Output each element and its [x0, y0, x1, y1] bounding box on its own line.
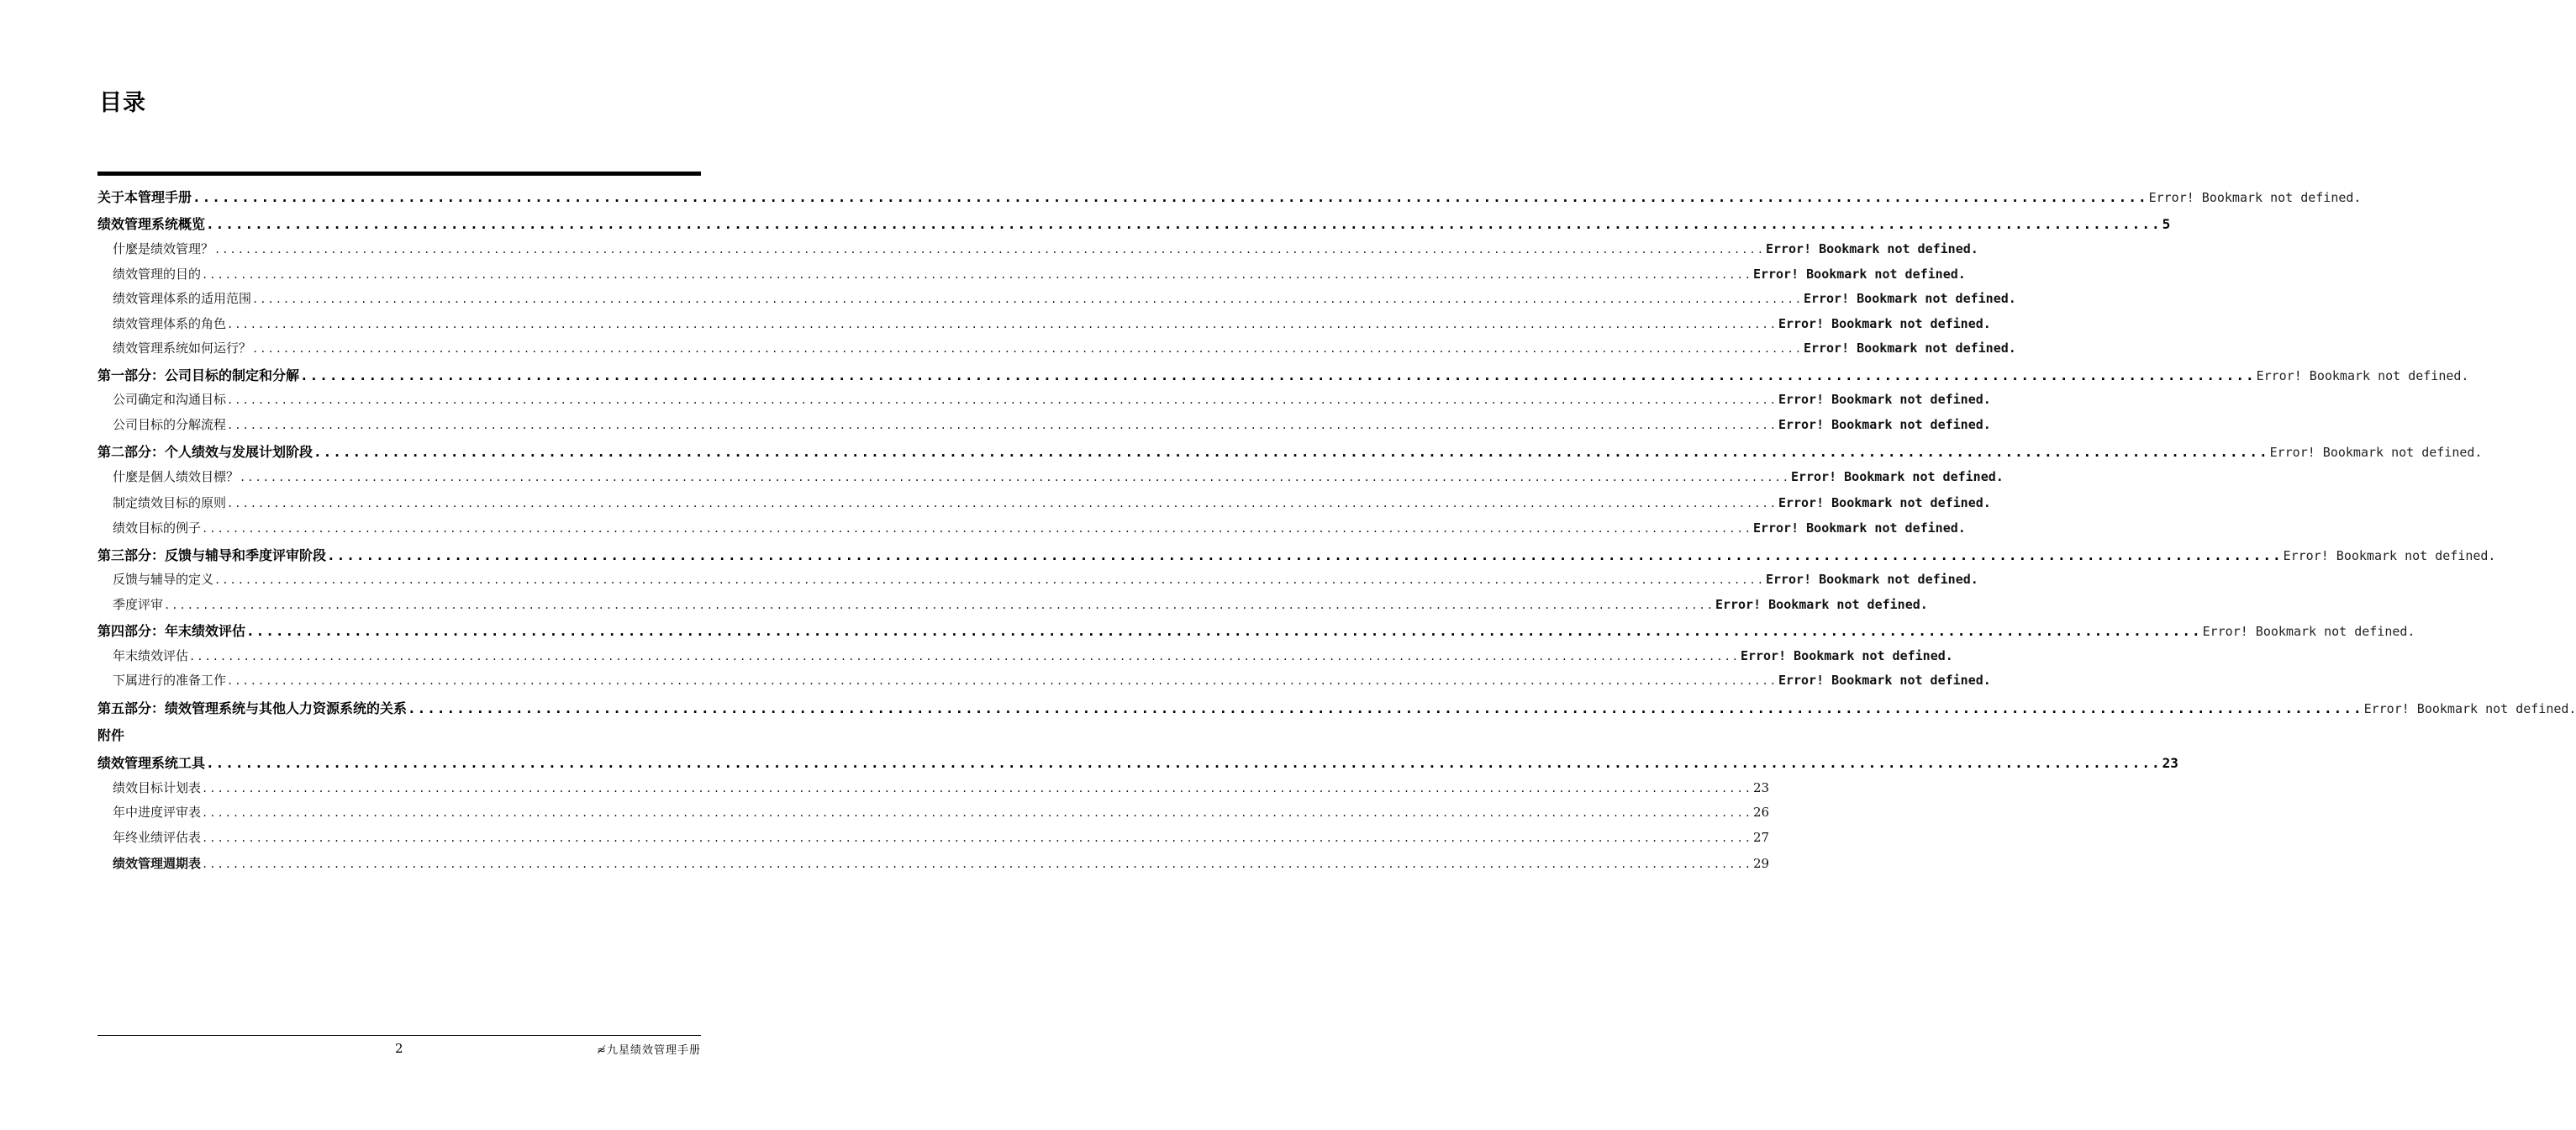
- toc-entry-label: 制定绩效目标的原则: [113, 495, 227, 510]
- toc-entry-label: 反馈与辅导的定义: [113, 572, 214, 587]
- toc-entry[interactable]: [113, 494, 1991, 511]
- toc-entry-label: 公司确定和沟通目标: [113, 392, 227, 407]
- toc-leader: ........................................................................................................................................................................................................: [227, 394, 1778, 406]
- toc-entry-page: Error! Bookmark not defined.: [1740, 648, 1953, 663]
- toc-entry-label: 公司目标的分解流程: [113, 417, 227, 432]
- toc-leader: ........................................................................................................................................................................................................: [300, 367, 2256, 383]
- toc-entry-label: 第一部分：公司目标的制定和分解: [97, 367, 300, 383]
- toc-leader: ........................................................................................................................................................................................................: [214, 244, 1765, 256]
- toc-entry[interactable]: [113, 828, 1770, 846]
- toc-entry[interactable]: [97, 187, 2362, 206]
- toc-entry[interactable]: [113, 240, 1978, 257]
- title-divider: [97, 172, 701, 176]
- toc-entry-page: 5: [2162, 216, 2171, 232]
- toc-entry-page: 29: [1752, 856, 1770, 871]
- toc-leader: ........................................................................................................................................................................................................: [206, 216, 2162, 232]
- toc-entry[interactable]: [113, 647, 1953, 664]
- toc-entry-label: 第五部分：绩效管理系统与其他人力资源系统的关系: [97, 700, 408, 716]
- toc-leader: ........................................................................................................................................................................................................: [408, 700, 2363, 716]
- toc-entry[interactable]: [113, 415, 1991, 433]
- toc-entry[interactable]: [113, 265, 1966, 282]
- toc-entry-page: Error! Bookmark not defined.: [1778, 673, 1991, 688]
- toc-entry[interactable]: [113, 803, 1770, 821]
- toc-entry-page: Error! Bookmark not defined.: [1778, 417, 1991, 432]
- toc-leader: ........................................................................................................................................................................................................: [202, 269, 1752, 281]
- toc-entry[interactable]: [113, 467, 2004, 485]
- toc-entry-label: 绩效管理体系的适用范围: [113, 291, 252, 306]
- toc-entry-label: 关于本管理手册: [97, 189, 192, 205]
- toc-leader: ........................................................................................................................................................................................................: [202, 807, 1752, 819]
- footer-divider: [97, 1035, 701, 1036]
- footer-page-number: 2: [395, 1041, 403, 1056]
- toc-entry-page: Error! Bookmark not defined.: [1752, 267, 1966, 282]
- toc-leader: ........................................................................................................................................................................................................: [246, 623, 2202, 639]
- toc-leader: ........................................................................................................................................................................................................: [240, 472, 1790, 483]
- toc-leader: ........................................................................................................................................................................................................: [227, 498, 1778, 510]
- toc-entry-label: 第四部分：年末绩效评估: [97, 623, 246, 639]
- toc-entry-appendix[interactable]: [97, 725, 124, 744]
- toc-entry-page: 23: [1752, 780, 1770, 795]
- toc-entry-label: 下属进行的准备工作: [113, 673, 227, 688]
- toc-entry-page: Error! Bookmark not defined.: [2269, 445, 2483, 460]
- toc-leader: ........................................................................................................................................................................................................: [227, 675, 1778, 687]
- toc-entry[interactable]: [113, 289, 2016, 307]
- toc-entry[interactable]: [113, 671, 1991, 689]
- toc-entry-label: 第三部分：反馈与辅导和季度评审阶段: [97, 547, 327, 563]
- toc-entry[interactable]: [113, 519, 1966, 536]
- toc-entry-label: 年末绩效评估: [113, 648, 189, 663]
- toc-entry-label: 绩效管理的目的: [113, 267, 202, 282]
- toc-entry-page: Error! Bookmark not defined.: [1790, 469, 2004, 484]
- toc-leader: ........................................................................................................................................................................................................: [227, 420, 1778, 431]
- toc-entry[interactable]: [97, 365, 2469, 384]
- toc-leader: ........................................................................................................................................................................................................: [227, 319, 1778, 330]
- toc-entry[interactable]: [113, 854, 1770, 872]
- toc-leader: ........................................................................................................................................................................................................: [202, 523, 1752, 535]
- toc-entry-label: 绩效管理系统如何运行？: [113, 341, 252, 356]
- toc-entry-label: 第二部分：个人绩效与发展计划阶段: [97, 444, 313, 460]
- toc-entry[interactable]: [97, 698, 2576, 717]
- toc-entry-page: Error! Bookmark not defined.: [1803, 291, 2016, 306]
- toc-entry-label: 年终业绩评估表: [113, 830, 202, 845]
- toc-entry-page: 23: [2162, 755, 2178, 771]
- toc-entry-page: Error! Bookmark not defined.: [1752, 520, 1966, 536]
- toc-entry-label: 绩效管理週期表: [113, 856, 202, 871]
- toc-entry-page: Error! Bookmark not defined.: [1778, 392, 1991, 407]
- toc-leader: ........................................................................................................................................................................................................: [202, 858, 1752, 870]
- footer-title: ≉九星绩效管理手册: [597, 1044, 701, 1057]
- toc-entry-page: Error! Bookmark not defined.: [1715, 597, 1928, 612]
- toc-entry-page: Error! Bookmark not defined.: [2148, 190, 2362, 205]
- toc-leader: ........................................................................................................................................................................................................: [327, 547, 2283, 563]
- toc-leader: ........................................................................................................................................................................................................: [202, 783, 1752, 795]
- toc-entry-page: Error! Bookmark not defined.: [2256, 368, 2469, 383]
- toc-entry-page: Error! Bookmark not defined.: [2202, 624, 2415, 639]
- toc-entry[interactable]: [97, 441, 2483, 461]
- toc-leader: ........................................................................................................................................................................................................: [206, 755, 2162, 771]
- toc-leader: ........................................................................................................................................................................................................: [214, 574, 1765, 586]
- toc-leader: ........................................................................................................................................................................................................: [313, 444, 2269, 460]
- toc-entry-page: 26: [1752, 805, 1770, 820]
- toc-entry-page: 27: [1752, 830, 1770, 845]
- toc-leader: ........................................................................................................................................................................................................: [252, 293, 1803, 305]
- toc-entry-page: Error! Bookmark not defined.: [1765, 241, 1978, 256]
- toc-entry-page: Error! Bookmark not defined.: [2283, 548, 2496, 563]
- toc-entry-label: 什麼是绩效管理？: [113, 241, 214, 256]
- toc-entry-page: Error! Bookmark not defined.: [2363, 701, 2576, 716]
- toc-entry[interactable]: [97, 620, 2415, 640]
- toc-entry-label: 绩效管理系统工具: [97, 755, 206, 771]
- toc-entry-page: Error! Bookmark not defined.: [1778, 316, 1991, 331]
- toc-entry[interactable]: [113, 314, 1991, 332]
- toc-entry[interactable]: [97, 545, 2496, 564]
- toc-entry-label: 年中进度评审表: [113, 805, 202, 820]
- toc-leader: ........................................................................................................................................................................................................: [202, 832, 1752, 844]
- toc-entry[interactable]: [97, 214, 2171, 233]
- toc-entry-page: Error! Bookmark not defined.: [1765, 572, 1978, 587]
- toc-entry-label: 季度评审: [113, 597, 164, 612]
- toc-entry-label: 绩效管理体系的角色: [113, 316, 227, 331]
- toc-entry-page: Error! Bookmark not defined.: [1803, 341, 2016, 356]
- toc-leader: ........................................................................................................................................................................................................: [189, 651, 1740, 663]
- toc-entry[interactable]: [113, 595, 1928, 613]
- toc-entry[interactable]: [113, 570, 1978, 588]
- toc-leader: ........................................................................................................................................................................................................: [192, 189, 2148, 205]
- toc-entry[interactable]: [113, 390, 1991, 408]
- toc-leader: ........................................................................................................................................................................................................: [252, 343, 1803, 355]
- toc-entry[interactable]: [113, 339, 2016, 356]
- toc-entry-page: Error! Bookmark not defined.: [1778, 495, 1991, 510]
- toc-entry-label: 绩效目标的例子: [113, 520, 202, 536]
- toc-entry-label: 绩效管理系统概览: [97, 216, 206, 232]
- page-title: 目录: [99, 90, 146, 116]
- toc-entry[interactable]: [113, 779, 1770, 796]
- toc-entry-label: 附件: [97, 727, 125, 743]
- toc-entry[interactable]: [97, 752, 2178, 772]
- toc-entry-label: 什麼是個人绩效目標？: [113, 469, 240, 484]
- toc-leader: ........................................................................................................................................................................................................: [164, 599, 1715, 611]
- toc-entry-label: 绩效目标计划表: [113, 780, 202, 795]
